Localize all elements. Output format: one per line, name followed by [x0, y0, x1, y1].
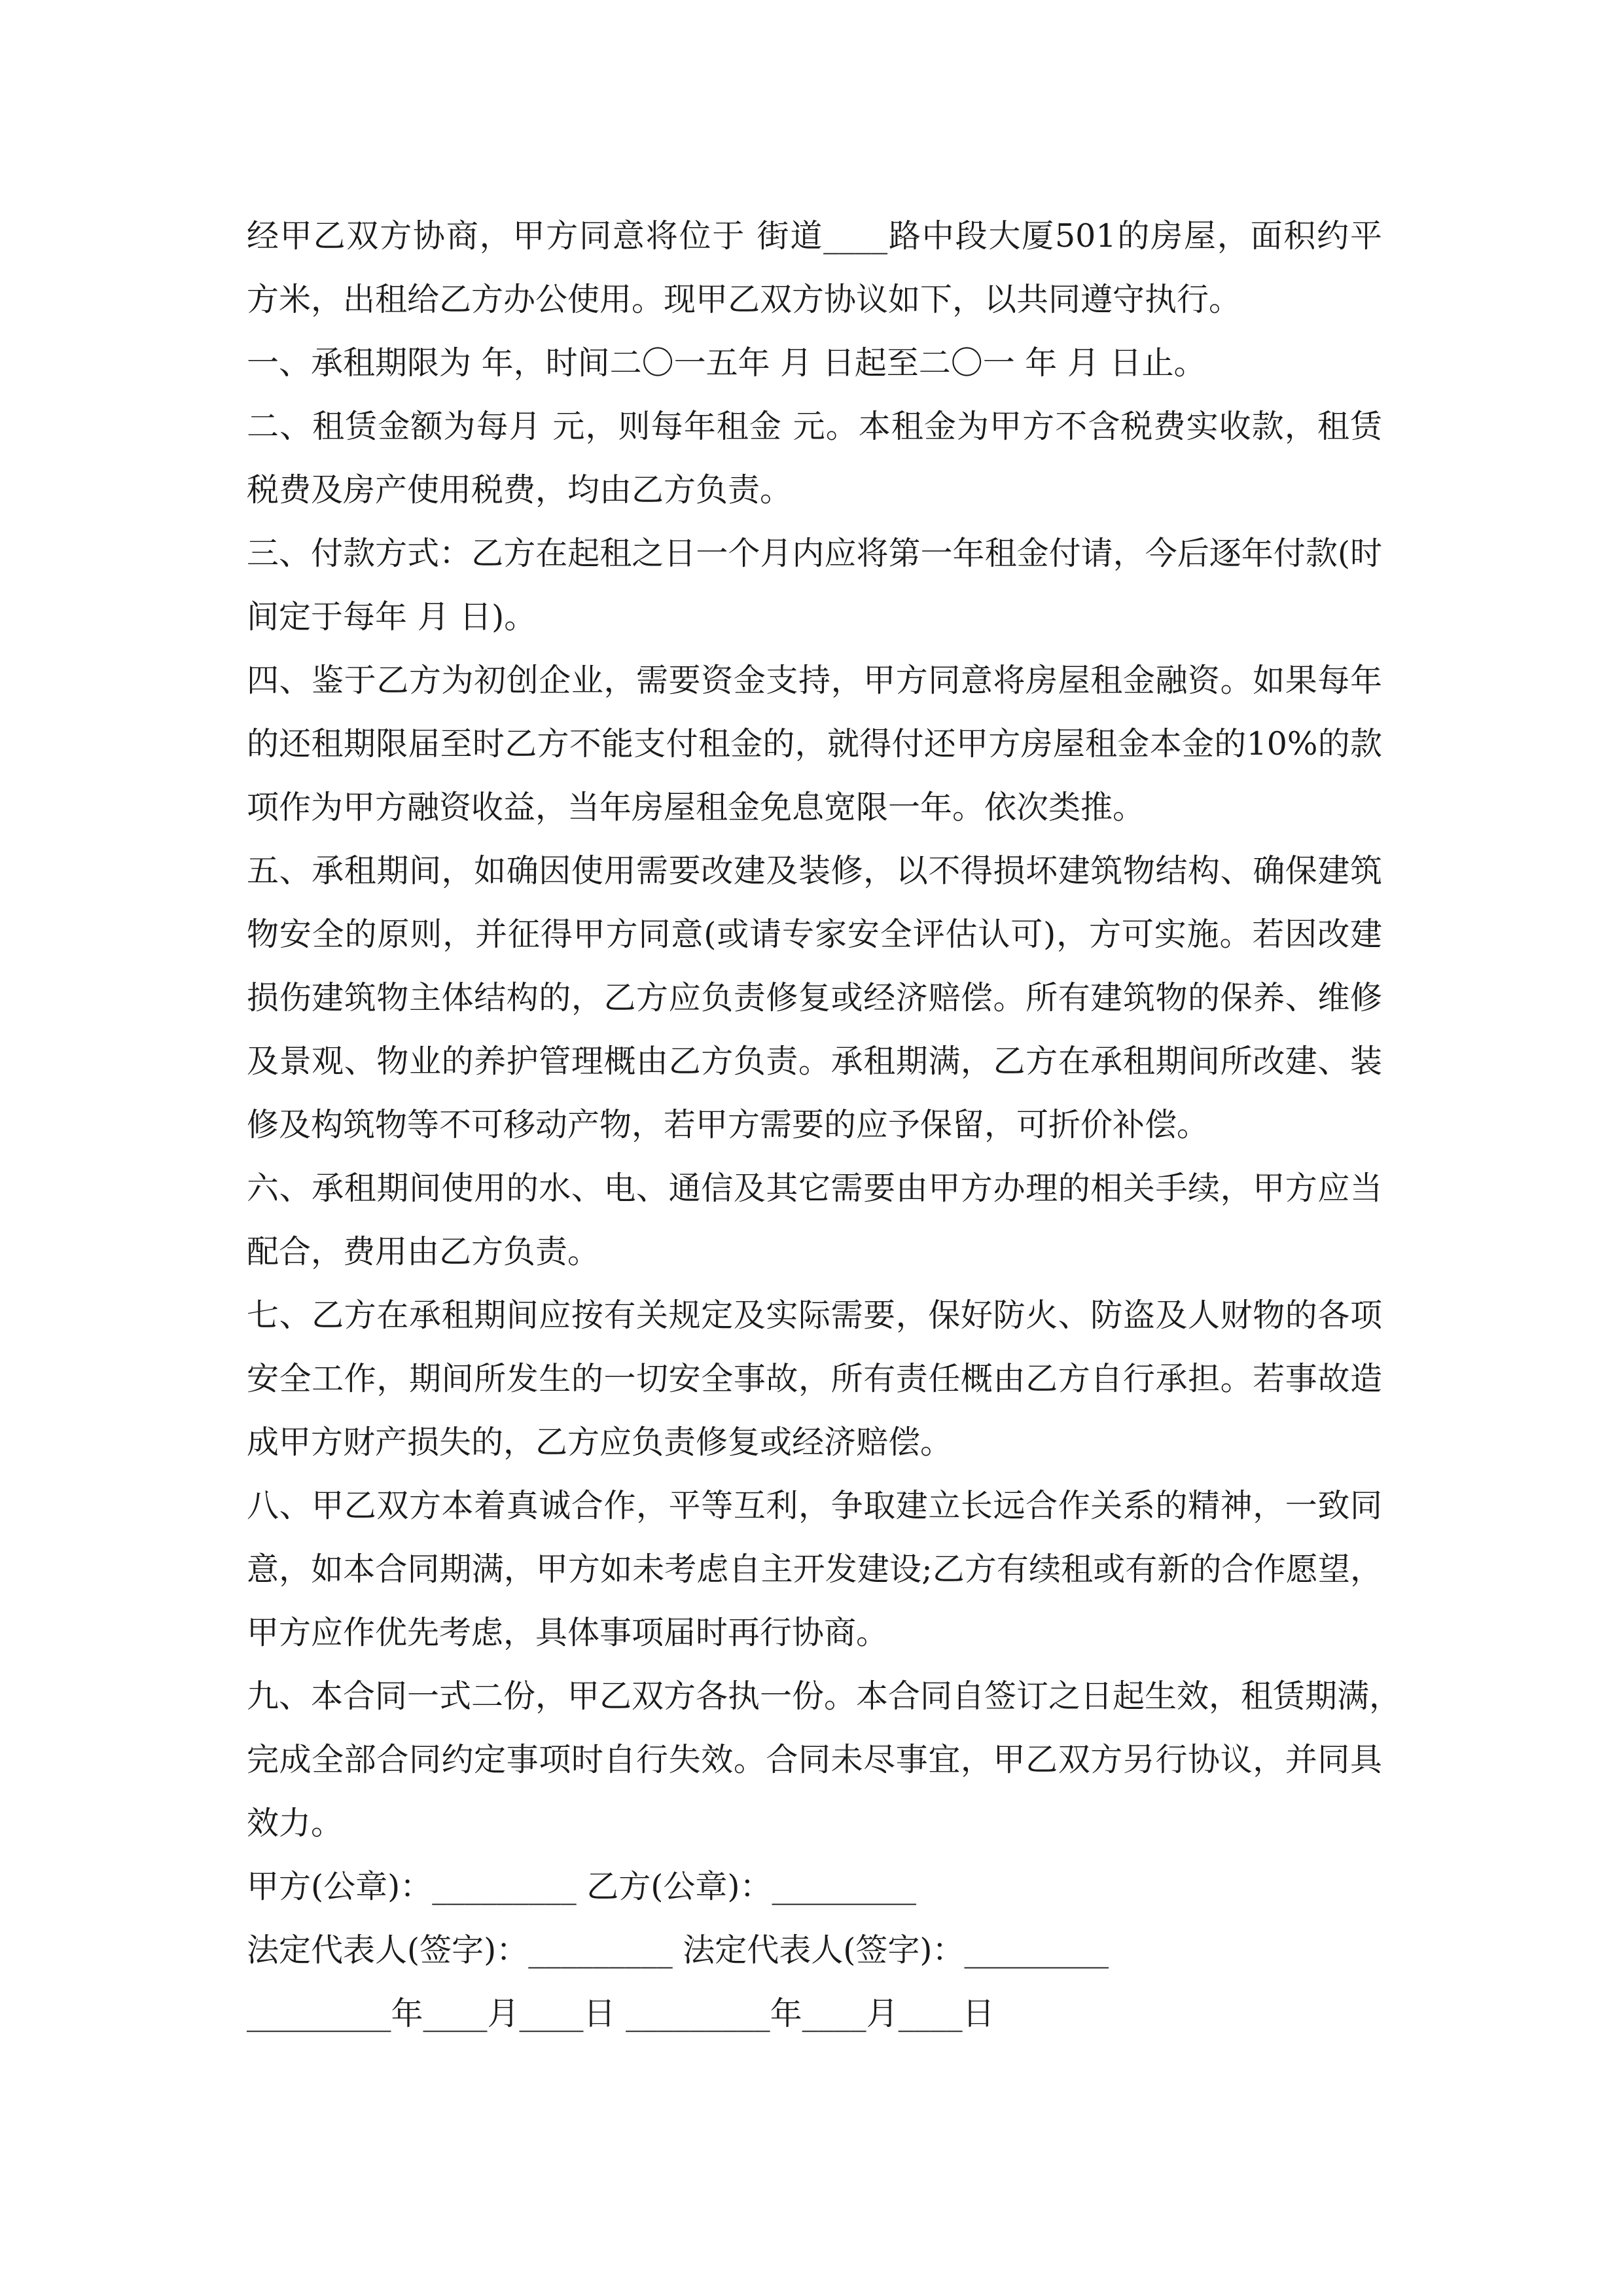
text-line: 甲方应作优先考虑，具体事项届时再行协商。: [247, 1614, 889, 1651]
signing-date-line: _________年____月____日 _________年____月____日: [247, 1995, 995, 2032]
text-line: 物安全的原则，并征得甲方同意(或请专家安全评估认可)，方可实施。若因改建: [247, 916, 1382, 953]
clause-6-line: 六、承租期间使用的水、电、通信及其它需要由甲方办理的相关手续，甲方应当: [247, 1170, 1382, 1207]
party-seal-line: 甲方(公章)：_________ 乙方(公章)：_________: [247, 1868, 917, 1905]
text-line: 配合，费用由乙方负责。: [247, 1233, 600, 1270]
text-line: 及景观、物业的养护管理概由乙方负责。承租期满，乙方在承租期间所改建、装: [247, 1043, 1382, 1080]
contract-body: [247, 204, 1402, 2045]
text-line: 修及构筑物等不可移动产物，若甲方需要的应予保留，可折价补偿。: [247, 1106, 1209, 1143]
legal-representative-line: 法定代表人(签字)：_________ 法定代表人(签字)：_________: [247, 1931, 1109, 1969]
text-line: 经甲乙双方协商，甲方同意将位于 街道____路中段大厦501的房屋，面积约平: [247, 217, 1382, 255]
clause-5-line: 五、承租期间，如确因使用需要改建及装修，以不得损坏建筑物结构、确保建筑: [247, 852, 1382, 889]
text-line: 间定于每年 月 日)。: [247, 598, 537, 636]
text-line: 方米，出租给乙方办公使用。现甲乙双方协议如下，以共同遵守执行。: [247, 281, 1241, 318]
clause-1-line: 一、承租期限为 年，时间二〇一五年 月 日起至二〇一 年 月 日止。: [247, 344, 1206, 382]
text-line: 损伤建筑物主体结构的，乙方应负责修复或经济赔偿。所有建筑物的保养、维修: [247, 979, 1382, 1016]
clause-2-line: 二、租赁金额为每月 元，则每年租金 元。本租金为甲方不含税费实收款，租赁: [247, 408, 1382, 445]
text-line: 的还租期限届至时乙方不能支付租金的，就得付还甲方房屋租金本金的10%的款: [247, 725, 1382, 762]
text-line: 完成全部合同约定事项时自行失效。合同未尽事宜，甲乙双方另行协议，并同具: [247, 1741, 1382, 1778]
clause-4-line: 四、鉴于乙方为初创企业，需要资金支持，甲方同意将房屋租金融资。如果每年: [247, 662, 1382, 699]
clause-7-line: 七、乙方在承租期间应按有关规定及实际需要，保好防火、防盗及人财物的各项: [247, 1297, 1382, 1334]
text-line: 意，如本合同期满，甲方如未考虑自主开发建设;乙方有续租或有新的合作愿望，: [247, 1551, 1382, 1588]
text-line: 安全工作，期间所发生的一切安全事故，所有责任概由乙方自行承担。若事故造: [247, 1360, 1382, 1397]
clause-9-line: 九、本合同一式二份，甲乙双方各执一份。本合同自签订之日起生效，租赁期满，: [247, 1677, 1402, 1715]
clause-3-line: 三、付款方式：乙方在起租之日一个月内应将第一年租金付请，今后逐年付款(时: [247, 535, 1382, 572]
text-line: 效力。: [247, 1804, 344, 1842]
text-line: 税费及房产使用税费，均由乙方负责。: [247, 471, 793, 509]
text-line: 项作为甲方融资收益，当年房屋租金免息宽限一年。依次类推。: [247, 789, 1145, 826]
clause-8-line: 八、甲乙双方本着真诚合作，平等互利，争取建立长远合作关系的精神，一致同: [247, 1487, 1382, 1524]
text-line: 成甲方财产损失的，乙方应负责修复或经济赔偿。: [247, 1424, 953, 1461]
